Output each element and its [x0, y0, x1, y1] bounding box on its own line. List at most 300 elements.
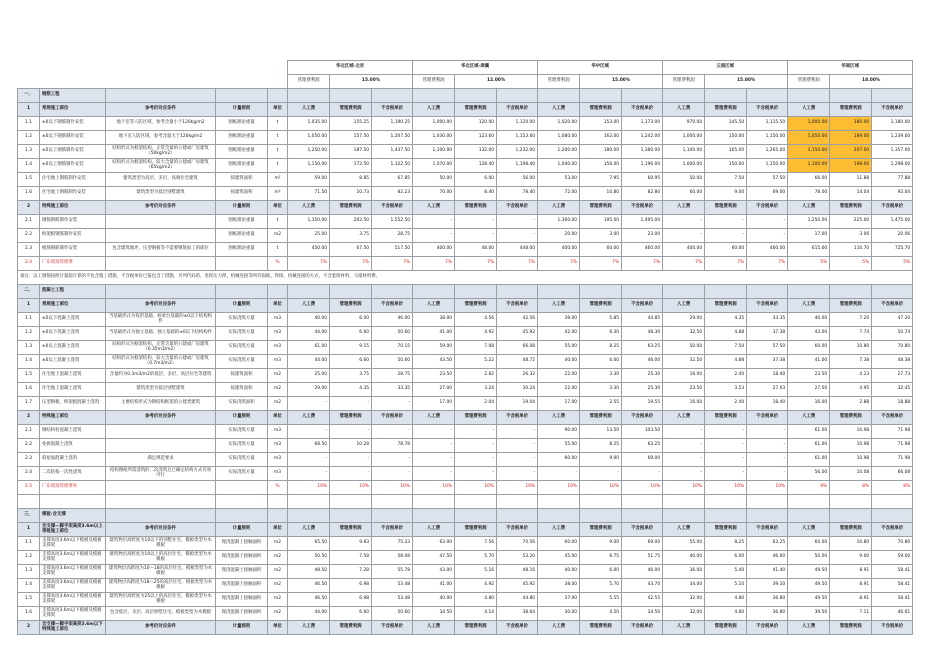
price-cell: - [497, 425, 538, 439]
mgmt-label: 管理费利润 [663, 75, 705, 89]
unit: m2 [268, 551, 288, 565]
price-cell: 1,250.00 [788, 215, 830, 229]
price-cell: 50.00 [663, 173, 705, 187]
unit: m3 [268, 341, 288, 355]
empty-cell [216, 509, 268, 523]
price-cell: - [747, 439, 788, 453]
price-cell: 66.08 [497, 341, 538, 355]
price-cell: 5.22 [455, 355, 497, 369]
price-cell: 2.40 [705, 397, 747, 411]
item-condition [106, 229, 216, 243]
item-number: 1.6 [18, 607, 40, 621]
measure-rule: 现浇混凝土接触面积 [216, 579, 268, 593]
price-cell: 25.00 [288, 369, 330, 383]
price-cell: - [747, 425, 788, 439]
price-cell: 66.00 [788, 173, 830, 187]
price-cell: 6.75 [580, 551, 622, 565]
empty-cell [663, 285, 705, 299]
unit: t [268, 131, 288, 145]
item-condition: 建筑类型为低层别墅建筑 [106, 187, 216, 201]
item-name: 含支撑—脚手架高度3.6m以下特殊施工部位 [40, 621, 106, 635]
price-cell: - [663, 215, 705, 229]
price-cell: 34.50 [622, 607, 663, 621]
price-cell: 68.50 [288, 439, 330, 453]
item-name: 住宅地上混凝土浇筑 [40, 369, 106, 383]
price-cell: 59.00 [288, 173, 330, 187]
empty-cell [580, 89, 622, 103]
price-cell: 67.85 [372, 173, 413, 187]
price-cell: 6.60 [330, 607, 372, 621]
table-row [18, 187, 913, 201]
empty-cell [372, 509, 413, 523]
measure-rule: 计量规则 [216, 201, 268, 215]
item-name: 住宅地上钢筋制作安装 [40, 187, 106, 201]
empty-cell [538, 495, 580, 509]
price-cell: - [330, 425, 372, 439]
section-row [18, 285, 913, 299]
column-header: 管理费利润 [580, 103, 622, 117]
item-number: 1.3 [18, 145, 40, 159]
section-number: 三、 [18, 509, 40, 523]
price-cell: 69.00 [622, 537, 663, 551]
price-cell: - [288, 453, 330, 467]
price-cell: 2.40 [705, 369, 747, 383]
measure-rule: 实际浇筑方量 [216, 453, 268, 467]
column-header: 不含税单价 [872, 621, 913, 635]
price-cell: 1,380.00 [622, 145, 663, 159]
price-cell: 180.00 [580, 145, 622, 159]
measure-rule: 图纸理论重量 [216, 145, 268, 159]
price-cell: 40.00 [413, 593, 455, 607]
price-cell: 10.08 [830, 467, 872, 481]
section-title: 钢筋工程 [40, 89, 106, 103]
price-cell: 10% [413, 481, 455, 495]
empty-cell [538, 285, 580, 299]
price-cell: 8.25 [705, 537, 747, 551]
price-cell: 7.56 [455, 537, 497, 551]
table-row [18, 579, 913, 593]
price-cell: 50.74 [872, 327, 913, 341]
empty-cell [538, 509, 580, 523]
price-cell: 37.00 [538, 593, 580, 607]
measure-rule: 现浇混凝土接触面积 [216, 565, 268, 579]
item-condition: 含量约为0.3m3/m2的低层、多层、高层住宅等建筑 [106, 369, 216, 383]
price-cell: 615.00 [788, 243, 830, 257]
price-cell: 78.78 [372, 439, 413, 453]
price-cell: 63.00 [413, 537, 455, 551]
price-cell: - [747, 453, 788, 467]
column-header: 不含税单价 [747, 621, 788, 635]
item-number: 1.5 [18, 593, 40, 607]
price-cell: 51.75 [622, 551, 663, 565]
measure-rule: 现浇混凝土接触面积 [216, 593, 268, 607]
price-cell: 1,035.00 [288, 117, 330, 131]
empty-cell [830, 509, 872, 523]
empty-cell [330, 509, 372, 523]
price-cell: 10.80 [830, 537, 872, 551]
price-cell: 1,250.00 [288, 145, 330, 159]
price-cell: 150.00 [705, 159, 747, 173]
column-header: 不含税单价 [372, 523, 413, 537]
item-name: 常规施工部位 [40, 299, 106, 313]
price-cell: 10.98 [830, 425, 872, 439]
item-condition: 建筑物层高跨度为10～18的高层住宅、模板类型为木模板 [106, 565, 216, 579]
column-header: 人工费 [788, 201, 830, 215]
price-cell: 78.40 [497, 187, 538, 201]
empty-cell [872, 495, 913, 509]
price-cell: 45.92 [497, 327, 538, 341]
price-cell: 82.23 [372, 187, 413, 201]
column-header: 不含税单价 [372, 411, 413, 425]
column-header: 管理费利润 [705, 621, 747, 635]
price-cell: 7% [580, 257, 622, 271]
price-cell: 42.56 [497, 313, 538, 327]
column-header: 不含税单价 [747, 523, 788, 537]
price-cell: 189.00 [830, 131, 872, 145]
table-row [18, 593, 913, 607]
unit: m3 [268, 327, 288, 341]
price-cell: 8.91 [830, 593, 872, 607]
price-cell: 1,000.00 [413, 117, 455, 131]
price-cell: 50.00 [413, 173, 455, 187]
rate-value: 12.00% [455, 75, 538, 89]
price-cell: - [455, 425, 497, 439]
price-cell: - [705, 215, 747, 229]
unit: 单位 [268, 201, 288, 215]
column-header: 管理费利润 [705, 201, 747, 215]
header-row [18, 103, 913, 117]
item-name: 住宅地上钢筋制作安装 [40, 173, 106, 187]
price-cell: 11.88 [830, 173, 872, 187]
item-condition: 当基础形式为独立基础、独立基础的±0以下结构构件 [106, 327, 216, 341]
price-cell: 32.00 [663, 607, 705, 621]
price-cell: 10% [372, 481, 413, 495]
region-name: 华南区域 [788, 61, 913, 75]
price-cell: 1,100.00 [788, 159, 830, 173]
item-number: 1.5 [18, 173, 40, 187]
table-row [18, 117, 913, 131]
item-name: ±0以上混凝土浇筑 [40, 341, 106, 355]
price-cell: 10.98 [830, 453, 872, 467]
empty-cell [622, 495, 663, 509]
price-cell: - [497, 229, 538, 243]
price-cell: 5% [830, 257, 872, 271]
price-cell: 41.40 [747, 565, 788, 579]
price-cell: 63.25 [622, 439, 663, 453]
price-cell: 400.00 [413, 243, 455, 257]
price-cell: 17.00 [413, 397, 455, 411]
column-header: 不含税单价 [872, 411, 913, 425]
price-cell: 46.50 [288, 579, 330, 593]
measure-rule: 计量规则 [216, 523, 268, 537]
item-condition [106, 215, 216, 229]
table-row [18, 425, 913, 439]
item-number: 1.6 [18, 383, 40, 397]
empty-cell [580, 495, 622, 509]
price-cell: - [497, 439, 538, 453]
price-cell: 18.40 [747, 369, 788, 383]
item-number: 1.3 [18, 341, 40, 355]
price-cell: 7.50 [705, 173, 747, 187]
column-header: 人工费 [788, 411, 830, 425]
column-header: 管理费利润 [455, 523, 497, 537]
item-name: ±0以下钢筋制作安装 [40, 131, 106, 145]
empty-cell [788, 285, 830, 299]
item-number: 1.2 [18, 131, 40, 145]
item-condition: 地下室人防区域，参考含量大于120kg/m2 [106, 131, 216, 145]
table-row [18, 341, 913, 355]
price-cell: 23.50 [413, 369, 455, 383]
item-number: 1.2 [18, 327, 40, 341]
price-cell: - [372, 467, 413, 481]
price-cell: 53.48 [372, 579, 413, 593]
price-cell: 57.50 [747, 341, 788, 355]
price-cell: 46.00 [622, 355, 663, 369]
price-cell: 18.88 [872, 397, 913, 411]
price-cell: - [455, 229, 497, 243]
table-row [18, 159, 913, 173]
mgmt-label: 管理费利润 [413, 75, 455, 89]
price-cell: 33.35 [747, 313, 788, 327]
column-header: 管理费利润 [330, 201, 372, 215]
price-cell: 10% [497, 481, 538, 495]
column-header: 不含税单价 [872, 201, 913, 215]
price-cell: 3.30 [580, 383, 622, 397]
price-cell: 1,239.00 [872, 131, 913, 145]
price-cell: 7.11 [830, 607, 872, 621]
price-cell: - [538, 467, 580, 481]
item-number: 1.5 [18, 369, 40, 383]
price-cell: 1,050.00 [788, 131, 830, 145]
price-cell: 75.33 [372, 537, 413, 551]
price-cell: 13.50 [580, 425, 622, 439]
price-cell: 7% [413, 257, 455, 271]
unit: m2 [268, 607, 288, 621]
item-number: 2.5 [18, 481, 40, 495]
price-cell: 4.88 [705, 355, 747, 369]
price-cell: 16.00 [663, 369, 705, 383]
measure-rule: 实际浇筑方量 [216, 467, 268, 481]
empty-cell [663, 509, 705, 523]
column-header: 管理费利润 [455, 621, 497, 635]
price-cell: 82.80 [622, 187, 663, 201]
price-cell: 10.73 [330, 187, 372, 201]
empty-cell [622, 509, 663, 523]
item-name: 支撑高度3.6m以下模板及模板支撑架 [40, 551, 106, 565]
item-number: 1.1 [18, 117, 40, 131]
price-cell: 1,180.00 [872, 117, 913, 131]
unit: m3 [268, 439, 288, 453]
empty-cell [216, 89, 268, 103]
item-name: 常规施工部位 [40, 103, 106, 117]
price-cell: 7.38 [830, 355, 872, 369]
price-cell: 5.55 [580, 593, 622, 607]
empty-cell [455, 89, 497, 103]
price-cell: 46.00 [372, 313, 413, 327]
price-cell: 44.00 [288, 607, 330, 621]
price-cell: 28.75 [372, 369, 413, 383]
price-cell: 46.00 [747, 551, 788, 565]
measure-rule: 实际浇筑方量 [216, 341, 268, 355]
column-header: 不含税单价 [497, 523, 538, 537]
column-header: 管理费利润 [705, 523, 747, 537]
item-condition: 建筑物层高跨度为18～25的高层住宅、模板类型为木模板 [106, 579, 216, 593]
empty-cell [663, 495, 705, 509]
price-cell: 60.00 [788, 341, 830, 355]
price-cell: 29.00 [288, 383, 330, 397]
price-cell: 128.40 [455, 159, 497, 173]
column-header: 不含税单价 [622, 103, 663, 117]
price-cell: 60.95 [622, 173, 663, 187]
price-cell: 165.00 [705, 145, 747, 159]
unit: t [268, 215, 288, 229]
price-cell: 153.00 [580, 117, 622, 131]
section-number: 一、 [18, 89, 40, 103]
price-cell: 1,000.00 [788, 117, 830, 131]
measure-rule [216, 257, 268, 271]
price-cell: 18.40 [747, 397, 788, 411]
empty-cell [455, 495, 497, 509]
empty-cell [288, 509, 330, 523]
price-cell: 4.14 [455, 607, 497, 621]
empty-cell [788, 89, 830, 103]
price-cell: 1,000.00 [663, 159, 705, 173]
section-row [18, 509, 913, 523]
price-cell: 25.30 [622, 383, 663, 397]
price-cell: 1,070.00 [413, 159, 455, 173]
price-cell: 50.00 [788, 551, 830, 565]
item-condition: 参考价对应条件 [106, 201, 216, 215]
price-cell: - [288, 425, 330, 439]
price-cell: 7.58 [330, 551, 372, 565]
unit: 单位 [268, 103, 288, 117]
price-cell: 1,298.00 [872, 159, 913, 173]
price-cell: 10% [622, 481, 663, 495]
price-cell: 6.60 [330, 355, 372, 369]
price-cell: 225.00 [830, 215, 872, 229]
price-cell: 6.00 [330, 313, 372, 327]
price-cell: 10% [580, 481, 622, 495]
price-cell: 28.75 [372, 229, 413, 243]
price-cell: 187.50 [330, 145, 372, 159]
price-cell: 39.00 [538, 313, 580, 327]
item-number: 1 [18, 299, 40, 313]
unit: 单位 [268, 523, 288, 537]
empty-cell [747, 89, 788, 103]
price-cell: - [288, 467, 330, 481]
price-cell: 7% [622, 257, 663, 271]
table-row [18, 565, 913, 579]
item-condition [106, 481, 216, 495]
rate-row [18, 75, 913, 89]
price-cell: 7.95 [580, 173, 622, 187]
price-cell: 38.64 [497, 607, 538, 621]
region-row [18, 61, 913, 75]
price-cell: 9.15 [330, 341, 372, 355]
item-condition: 建筑类型为高层、多层、高端住宅建筑 [106, 173, 216, 187]
price-cell: 43.70 [622, 579, 663, 593]
item-name: ±0以上钢筋制作安装 [40, 145, 106, 159]
empty-cell [455, 285, 497, 299]
note-text: 备注：以上钢筋按照计量超计算的不包含施工措施，不含税单价已报包含了措施、另列代码的、电焊压力焊、机械连接等所有损耗。焊接、机械连接的方式，不含套筒材料，马镫材料费。 [18, 271, 913, 285]
price-cell: 10% [705, 481, 747, 495]
price-cell: 34.00 [663, 579, 705, 593]
column-header: 不含税单价 [872, 299, 913, 313]
empty-cell [705, 285, 747, 299]
column-header: 不含税单价 [622, 523, 663, 537]
price-cell: 8% [872, 481, 913, 495]
price-cell: 9.00 [580, 453, 622, 467]
measure-rule: 图纸理论重量 [216, 131, 268, 145]
item-number: 2.2 [18, 229, 40, 243]
price-cell: 5% [788, 257, 830, 271]
item-name: 广东现场管理费 [40, 257, 106, 271]
empty-cell [372, 495, 413, 509]
price-cell: 71.98 [872, 425, 913, 439]
item-number: 2.3 [18, 453, 40, 467]
price-cell: 27.73 [872, 369, 913, 383]
price-cell: 10% [663, 481, 705, 495]
column-header: 不含税单价 [372, 621, 413, 635]
price-cell: 40.00 [288, 313, 330, 327]
price-cell: 49.50 [788, 593, 830, 607]
price-cell: - [330, 467, 372, 481]
unit: t [268, 159, 288, 173]
empty-cell [330, 89, 372, 103]
unit: m2 [268, 397, 288, 411]
price-cell: 6.60 [330, 327, 372, 341]
item-name: 支撑高度3.6m以下模板及模板支撑架 [40, 607, 106, 621]
price-cell: 57.50 [747, 173, 788, 187]
price-cell: 4.23 [830, 369, 872, 383]
price-cell: 1,100.00 [663, 145, 705, 159]
measure-rule: 实际浇筑方量 [216, 355, 268, 369]
measure-rule: 实际浇筑方量 [216, 313, 268, 327]
price-cell: 60.00 [538, 537, 580, 551]
column-header: 不含税单价 [497, 299, 538, 313]
empty-cell [830, 285, 872, 299]
price-cell: 10.80 [830, 341, 872, 355]
rate-value: 18.00% [830, 75, 913, 89]
item-number: 2.3 [18, 243, 40, 257]
price-cell: 7% [705, 257, 747, 271]
table-row [18, 397, 913, 411]
price-cell: - [580, 467, 622, 481]
table-row [18, 369, 913, 383]
price-cell: 1,232.00 [497, 145, 538, 159]
unit: % [268, 481, 288, 495]
item-condition: 包含低层、多层、高层别墅住宅、模板类型为木模板 [106, 607, 216, 621]
price-cell: 55.00 [538, 439, 580, 453]
column-header: 不含税单价 [497, 621, 538, 635]
measure-rule: 现浇混凝土接触面积 [216, 607, 268, 621]
price-cell: 1,150.00 [747, 131, 788, 145]
price-cell: 40.00 [538, 355, 580, 369]
price-cell: 460.00 [747, 243, 788, 257]
unit: t [268, 145, 288, 159]
empty-cell [106, 89, 216, 103]
item-name: 特殊施工部位 [40, 411, 106, 425]
item-name: ±0以下混凝土浇筑 [40, 313, 106, 327]
price-cell: 41.00 [788, 355, 830, 369]
column-header: 不含税单价 [497, 411, 538, 425]
item-number: 1.7 [18, 397, 40, 411]
region-name: 云南区域 [663, 61, 788, 75]
column-header: 管理费利润 [830, 411, 872, 425]
price-cell: 3.53 [705, 383, 747, 397]
column-header: 管理费利润 [455, 201, 497, 215]
price-cell: 1,357.00 [872, 145, 913, 159]
